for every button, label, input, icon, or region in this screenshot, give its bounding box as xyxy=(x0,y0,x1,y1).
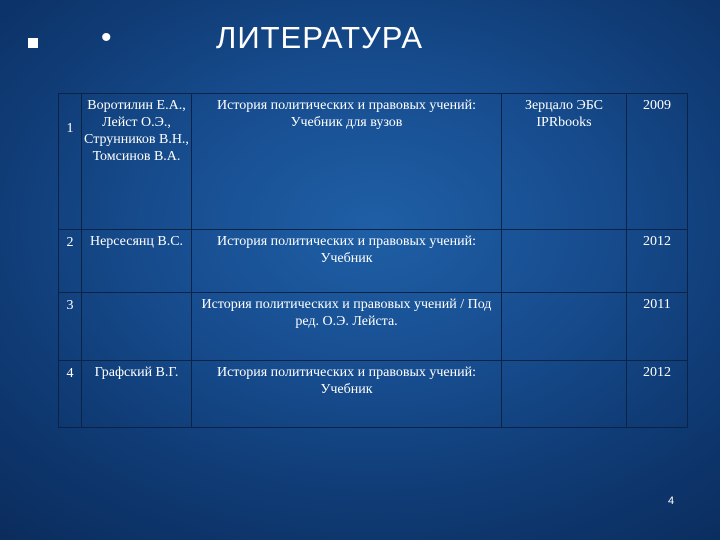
row-source xyxy=(502,293,627,361)
bullet-dot-icon: • xyxy=(101,21,112,54)
row-book-title: История политических и правовых учений: Учебник xyxy=(192,230,502,293)
page-title: ЛИТЕРАТУРА xyxy=(216,20,424,55)
row-year: 2012 xyxy=(627,230,688,293)
row-year: 2009 xyxy=(627,94,688,230)
table-row xyxy=(59,230,688,293)
row-source: Зерцало ЭБС IPRbooks xyxy=(502,94,627,230)
literature-table xyxy=(58,93,688,428)
row-authors: Воротилин Е.А., Лейст О.Э., Струнников В.Н., Томсинов В.А. xyxy=(82,94,192,230)
table-row xyxy=(59,293,688,361)
table-row xyxy=(59,94,688,230)
row-book-title: История политических и правовых учений / Под ред. О.Э. Лейста. xyxy=(192,293,502,361)
row-number: 1 xyxy=(59,94,82,230)
row-source xyxy=(502,361,627,428)
row-authors: Графский В.Г. xyxy=(82,361,192,428)
square-bullet-icon xyxy=(28,38,38,48)
row-authors xyxy=(82,293,192,361)
table-row xyxy=(59,361,688,428)
row-year: 2012 xyxy=(627,361,688,428)
row-number: 2 xyxy=(59,230,82,293)
page-number: 4 xyxy=(668,495,675,507)
row-authors: Нерсесянц В.С. xyxy=(82,230,192,293)
row-year: 2011 xyxy=(627,293,688,361)
row-number: 4 xyxy=(59,361,82,428)
row-number: 3 xyxy=(59,293,82,361)
row-book-title: История политических и правовых учений: Учебник xyxy=(192,361,502,428)
row-book-title: История политических и правовых учений: Учебник для вузов xyxy=(192,94,502,230)
row-source xyxy=(502,230,627,293)
